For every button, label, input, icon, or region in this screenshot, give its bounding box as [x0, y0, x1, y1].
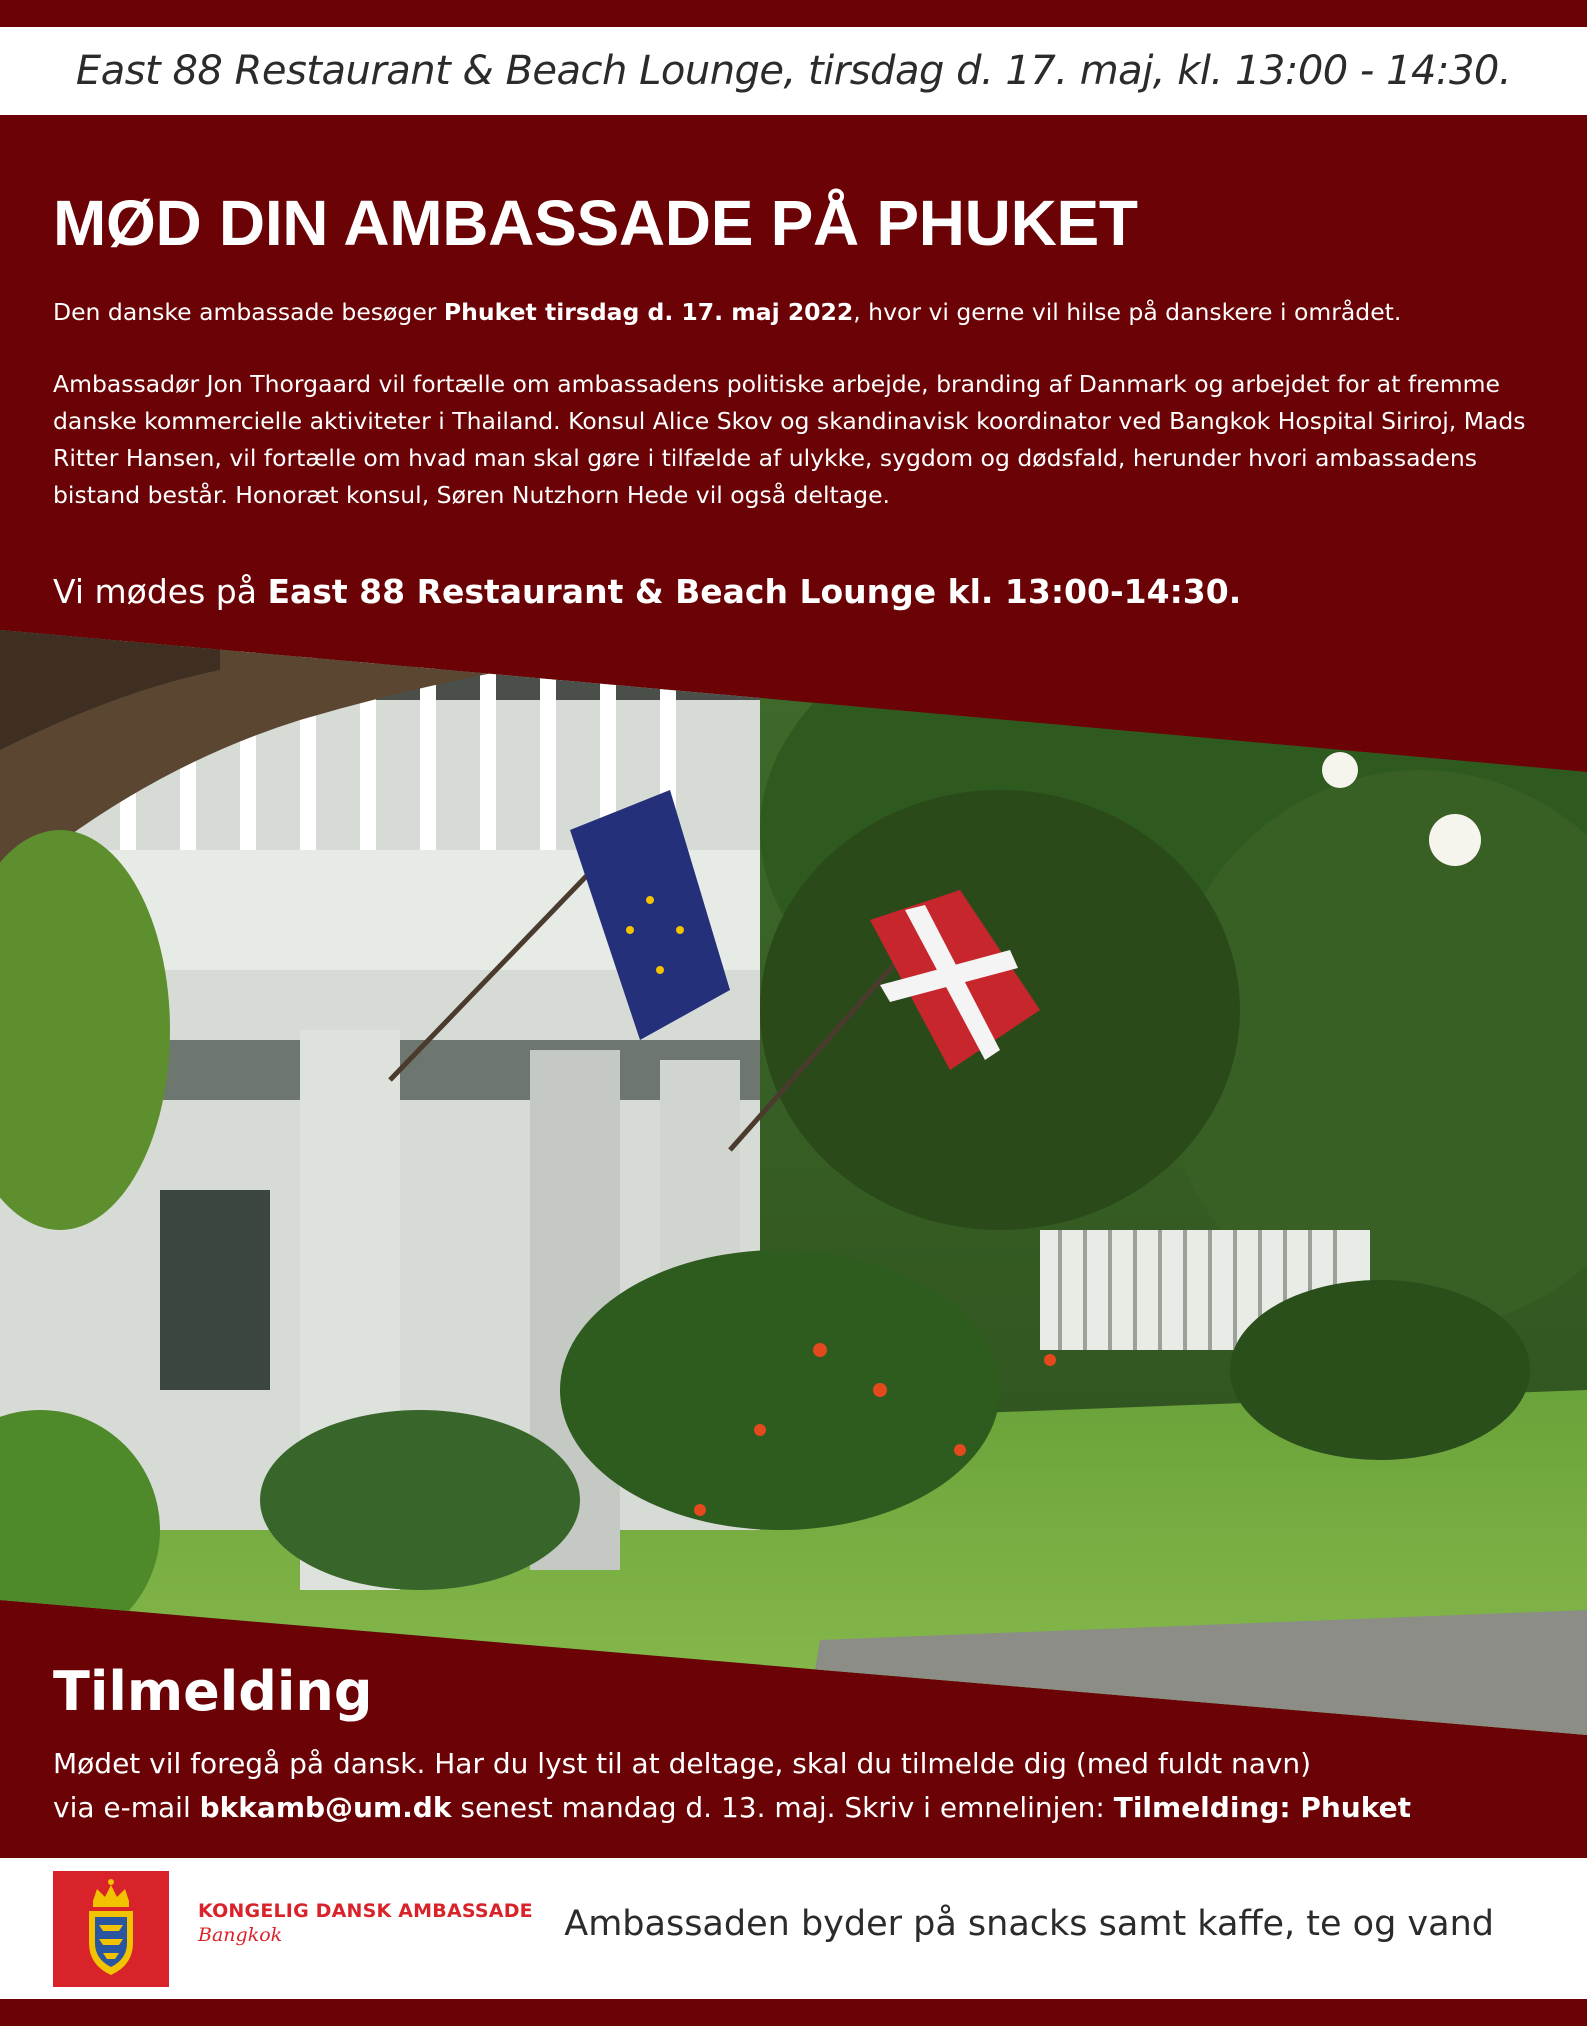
embassy-city: Bangkok [198, 1924, 283, 1946]
embassy-photo [0, 630, 1587, 1760]
footer [0, 1858, 1587, 1999]
royal-crest-icon [53, 1871, 169, 1987]
meeting-venue: East 88 Restaurant & Beach Lounge kl. 13:00-14:30. [267, 572, 1242, 611]
refreshments-note: Ambassaden byder på snacks samt kaffe, te og vand [564, 1904, 1494, 1944]
signup-email[interactable]: bkkamb@um.dk [199, 1791, 452, 1824]
signup-text: Mødet vil foregå på dansk. Har du lyst til at deltage, skal du tilmelde dig (med fuldt navn) via e-mail bkkamb@um.dk senest mandag d. 13. maj. Skriv i emnelinjen: Tilmelding: Phuket [53, 1747, 1411, 1824]
top-banner [0, 27, 1587, 115]
intro-paragraph: Den danske ambassade besøger Phuket tirsdag d. 17. maj 2022, hvor vi gerne vil hilse på danskere i området. [53, 298, 1402, 326]
page-title: MØD DIN AMBASSADE PÅ PHUKET [53, 187, 1138, 259]
intro-date: Phuket tirsdag d. 17. maj 2022 [443, 298, 854, 326]
signup-heading: Tilmelding [53, 1660, 373, 1723]
body-paragraph: Ambassadør Jon Thorgaard vil fortælle om ambassadens politiske arbejde, branding af Danmark og arbejdet for at fremme danske kommercielle aktiviteter i Thailand. Konsul Alice Skov og skandinavisk koordinator ved Bangkok Hospital Siriroj, Mads Ritter Hansen, vil fortælle om hvad man skal gøre i tilfælde af ulykke, sygdom og dødsfald, herunder hvori ambassadens bistand består. Honoræt konsul, Søren Nutzhorn Hede vil også deltage. [53, 370, 1526, 509]
meeting-location: Vi mødes på East 88 Restaurant & Beach Lounge kl. 13:00-14:30. [53, 572, 1242, 611]
event-summary: East 88 Restaurant & Beach Lounge, tirsdag d. 17. maj, kl. 13:00 - 14:30. [75, 48, 1512, 94]
signup-subject: Tilmelding: Phuket [1113, 1791, 1411, 1824]
embassy-name: KONGELIG DANSK AMBASSADE [198, 1900, 533, 1922]
